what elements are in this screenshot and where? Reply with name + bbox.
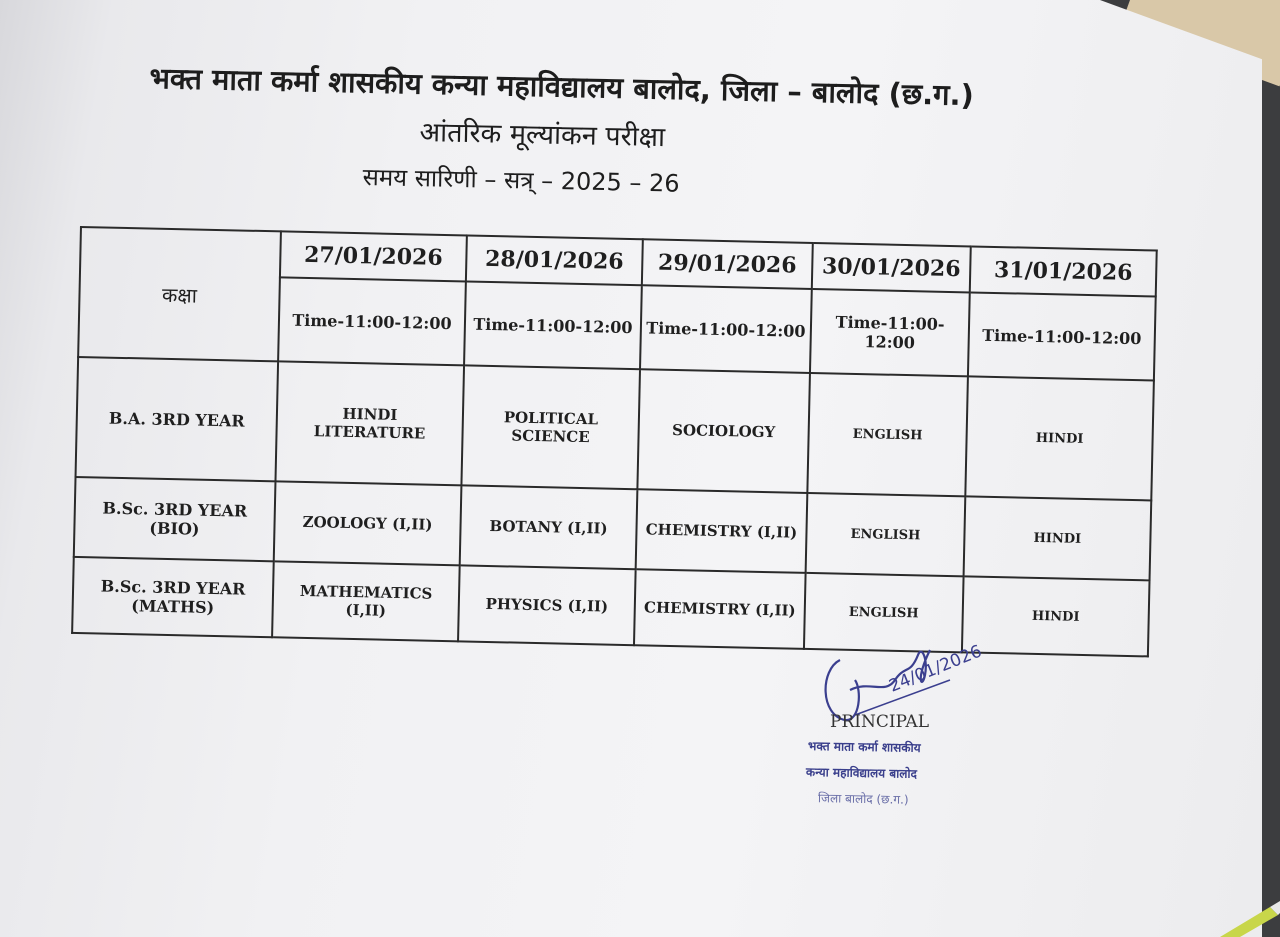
subject-line: MATHEMATICS — [299, 581, 433, 603]
subject-line: ENGLISH — [852, 426, 923, 443]
subject-cell — [636, 489, 808, 573]
date-cell: 28/01/2026 — [466, 235, 643, 285]
subject-cell — [965, 376, 1154, 500]
class-cell — [76, 357, 279, 481]
exam-title: आंतरिक मूल्यांकन परीक्षा — [419, 116, 666, 154]
subject-line: HINDI — [1035, 430, 1084, 447]
class-cell — [74, 477, 276, 561]
pen-tip — [1160, 887, 1280, 937]
time-cell: Time-11:00-12:00 — [278, 277, 466, 365]
subject-cell — [274, 481, 462, 565]
subject-line: ENGLISH — [848, 604, 919, 621]
time-cell: Time-11:00-12:00 — [810, 289, 970, 376]
stamp-line: कन्या महाविद्यालय बालोद — [805, 765, 918, 781]
subject-line: HINDI — [342, 404, 398, 424]
subject-cell — [964, 496, 1152, 580]
stamp-line: जिला बालोद (छ.ग.) — [817, 791, 909, 807]
class-header: कक्षा — [78, 227, 281, 361]
class-stream: (BIO) — [149, 518, 200, 539]
class-name: B.Sc. 3RD YEAR — [102, 498, 248, 521]
subject-line: SCIENCE — [511, 426, 590, 447]
subject-line: HINDI — [1033, 530, 1082, 547]
subject-cell — [460, 485, 638, 569]
subject-line: HINDI — [1031, 608, 1080, 625]
time-cell: Time-11:00-12:00 — [464, 281, 642, 369]
stamp-line: भक्त माता कर्मा शासकीय — [807, 739, 921, 755]
subject-line: LITERATURE — [313, 422, 426, 443]
class-cell — [72, 557, 274, 637]
subject-line: SOCIOLOGY — [671, 420, 776, 442]
class-name: B.Sc. 3RD YEAR — [100, 576, 246, 599]
subject-line: ZOOLOGY (I,II) — [302, 512, 433, 534]
principal-title: PRINCIPAL — [830, 712, 929, 732]
subject-line: ENGLISH — [850, 526, 921, 543]
subject-cell — [272, 561, 460, 641]
subject-cell — [634, 569, 806, 649]
subject-cell — [806, 493, 966, 576]
date-cell: 30/01/2026 — [812, 243, 971, 292]
subject-line: BOTANY (I,II) — [489, 517, 608, 538]
subject-cell — [458, 565, 636, 645]
subject-line: CHEMISTRY (I,II) — [643, 598, 796, 620]
subject-line: (I,II) — [345, 600, 387, 620]
table-row — [76, 357, 1154, 500]
class-name: B.A. 3RD YEAR — [108, 408, 245, 431]
session-title: समय सारिणी – सत्र् – 2025 – 26 — [362, 162, 680, 198]
subject-cell — [461, 365, 640, 489]
time-cell: Time-11:00-12:00 — [640, 285, 812, 373]
subject-cell — [275, 361, 464, 485]
subject-cell — [637, 369, 810, 493]
college-title: भक्त माता कर्मा शासकीय कन्या महाविद्यालय बालोद, जिला – बालोद (छ.ग.) — [149, 60, 975, 113]
time-cell: Time-11:00-12:00 — [968, 292, 1156, 380]
date-cell: 29/01/2026 — [642, 239, 813, 289]
signature-date: 24/01/2026 — [886, 641, 985, 697]
subject-line: POLITICAL — [503, 408, 599, 429]
date-cell: 27/01/2026 — [280, 231, 467, 281]
class-stream: (MATHS) — [131, 596, 215, 618]
timetable — [71, 226, 1158, 657]
subject-line: CHEMISTRY (I,II) — [645, 520, 798, 542]
subject-line: PHYSICS (I,II) — [485, 594, 609, 616]
subject-cell — [807, 373, 968, 496]
date-cell: 31/01/2026 — [970, 246, 1157, 296]
